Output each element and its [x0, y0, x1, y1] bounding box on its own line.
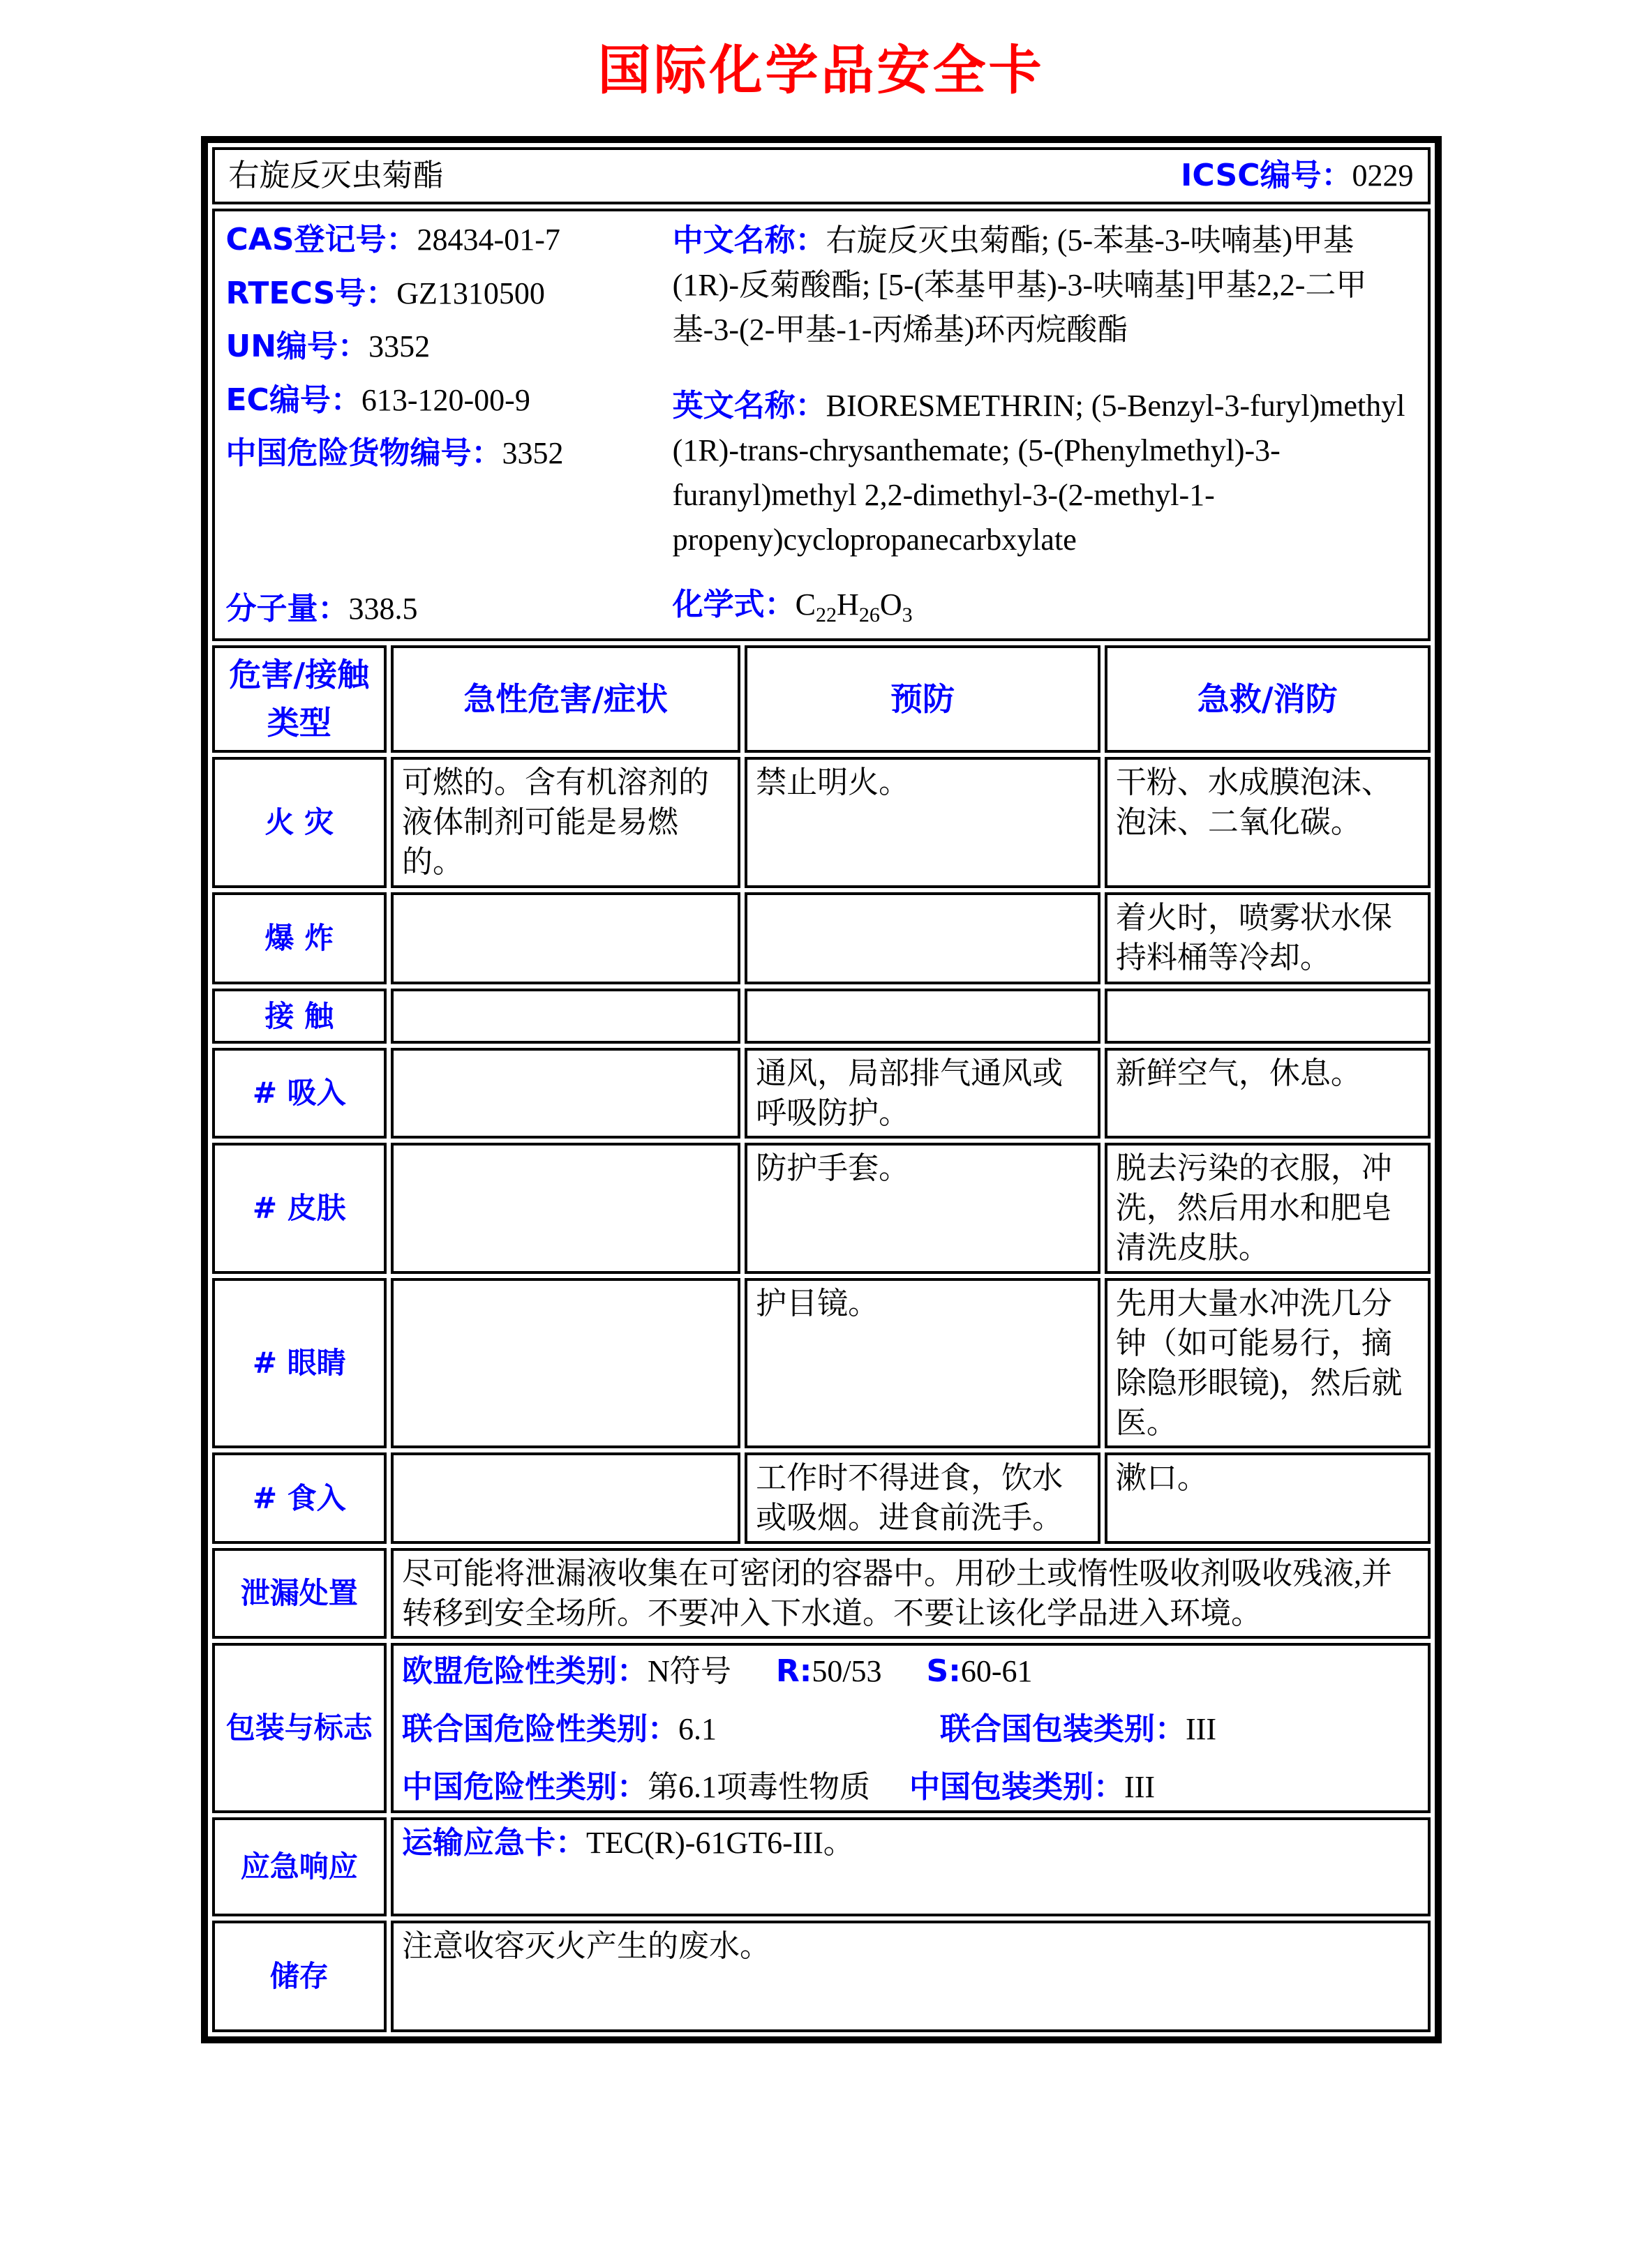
chinese-name: 中文名称：右旋反灭虫菊酯; (5-苯基-3-呋喃基)甲基(1R)-反菊酸酯; [5-(苯基甲基)-3-呋喃基]甲基2,2-二甲基-3-(2-甲基-1-丙烯基)环丙烷酸酯 — [672, 223, 1367, 347]
cas-number: CAS登记号：28434-01-7 — [225, 222, 560, 257]
chemical-formula: 化学式：$C_{22}H_{26}O_3$ — [672, 587, 913, 626]
packaging-content-cell — [391, 1643, 1430, 1813]
emergency-row — [212, 1817, 1431, 1916]
symptoms-cell — [391, 1278, 740, 1449]
header-response: 急救/消防 — [1105, 645, 1431, 753]
response-cell: 着火时，喷雾状水保持料桶等冷却。 — [1105, 892, 1431, 984]
hazard-type-cell: # 食入 — [212, 1452, 387, 1543]
symptoms-cell — [391, 989, 740, 1044]
packaging-type-cell: 包装与标志 — [212, 1643, 387, 1813]
hazard-row-explosion — [212, 892, 1431, 984]
symptoms-cell — [391, 892, 740, 984]
hazard-row-ingestion — [212, 1452, 1431, 1543]
info-grid — [223, 214, 1419, 633]
storage-row — [212, 1921, 1431, 2032]
response-cell: 先用大量水冲洗几分钟（如可能易行，摘除隐形眼镜)，然后就医。 — [1105, 1278, 1431, 1449]
symptoms-cell: 可燃的。含有机溶剂的液体制剂可能是易燃的。 — [391, 757, 740, 888]
prevention-cell: 工作时不得进食，饮水或吸烟。进食前洗手。 — [745, 1452, 1100, 1543]
hazard-type-cell: # 吸入 — [212, 1048, 387, 1139]
emergency-content-cell — [391, 1817, 1430, 1916]
prevention-cell — [745, 892, 1100, 984]
chemical-name: 右旋反灭虫菊酯 — [228, 158, 444, 193]
name-cell — [212, 147, 1431, 204]
molecular-weight: 分子量：338.5 — [225, 590, 418, 626]
response-cell: 干粉、水成膜泡沫、泡沫、二氧化碳。 — [1105, 757, 1431, 888]
icsc-page — [0, 28, 1642, 2268]
response-cell: 脱去污染的衣服，冲洗，然后用水和肥皂清洗皮肤。 — [1105, 1143, 1431, 1274]
china-dg-number: 中国危险货物编号：3352 — [225, 435, 564, 472]
spill-type-cell: 泄漏处置 — [212, 1548, 387, 1639]
hazard-row-contact — [212, 989, 1431, 1044]
china-hazard-line: 中国危险性类别：第6.1项毒性物质 中国包装类别：III — [402, 1769, 1156, 1805]
header-hazard-type: 危害/接触类型 — [212, 645, 387, 753]
safety-card — [201, 136, 1442, 2043]
hazard-type-cell: 爆 炸 — [212, 892, 387, 984]
prevention-cell: 禁止明火。 — [745, 757, 1100, 888]
storage-text-cell: 注意收容灭火产生的废水。 — [391, 1921, 1430, 2032]
ec-number: EC编号：613-120-00-9 — [225, 382, 530, 418]
name-flex — [223, 156, 1419, 195]
hazard-type-cell: # 皮肤 — [212, 1143, 387, 1274]
english-name: 英文名称：BIORESMETHRIN; (5-Benzyl-3-furyl)methyl (1R)-trans-chrysanthemate; (5-(Phenylmethyl)-3-furanyl)methyl 2,2-dimethyl-3-(2-methyl-1-propeny)cyclopropanecarbxylate — [672, 388, 1405, 557]
prevention-cell — [745, 989, 1100, 1044]
eu-hazard-line: 欧盟危险性类别：N符号 R:50/53 S:60-61 — [402, 1653, 1033, 1689]
symptoms-cell — [391, 1452, 740, 1543]
names-column — [666, 214, 1419, 633]
rtecs-number: RTECS号：GZ1310500 — [225, 275, 545, 311]
spill-text-cell: 尽可能将泄漏液收集在可密闭的容器中。用砂土或惰性吸收剂吸收残液,并转移到安全场所。不要冲入下水道。不要让该化学品进入环境。 — [391, 1548, 1430, 1639]
hazard-row-skin — [212, 1143, 1431, 1274]
symptoms-cell — [391, 1048, 740, 1139]
transport-card-label: 运输应急卡： — [402, 1824, 587, 1861]
header-prevention: 预防 — [745, 645, 1100, 753]
un-hazard-line: 联合国危险性类别：6.1 联合国包装类别：III — [402, 1711, 1217, 1748]
response-cell — [1105, 989, 1431, 1044]
page-title: 国际化学品安全卡 — [597, 39, 1045, 101]
symptoms-cell — [391, 1143, 740, 1274]
identifier-column — [223, 214, 666, 633]
hazard-row-inhalation — [212, 1048, 1431, 1139]
emergency-type-cell: 应急响应 — [212, 1817, 387, 1916]
response-cell: 漱口。 — [1105, 1452, 1431, 1543]
card-table — [208, 143, 1435, 2036]
hazard-row-eyes — [212, 1278, 1431, 1449]
name-row — [212, 147, 1431, 204]
icsc-value: 0229 — [1352, 158, 1414, 193]
header-symptoms: 急性危害/症状 — [391, 645, 740, 753]
icsc-number — [1181, 156, 1413, 195]
prevention-cell: 护目镜。 — [745, 1278, 1100, 1449]
prevention-cell: 防护手套。 — [745, 1143, 1100, 1274]
info-row — [212, 209, 1431, 641]
info-cell — [212, 209, 1431, 641]
hazard-type-cell: 接 触 — [212, 989, 387, 1044]
un-number: UN编号：3352 — [225, 329, 431, 365]
response-cell: 新鲜空气，休息。 — [1105, 1048, 1431, 1139]
icsc-label: ICSC编号： — [1181, 158, 1352, 194]
spill-row — [212, 1548, 1431, 1639]
hazard-header-row — [212, 645, 1431, 753]
hazard-type-cell: # 眼睛 — [212, 1278, 387, 1449]
storage-type-cell: 储存 — [212, 1921, 387, 2032]
packaging-row — [212, 1643, 1431, 1813]
hazard-row-fire — [212, 757, 1431, 888]
prevention-cell: 通风，局部排气通风或呼吸防护。 — [745, 1048, 1100, 1139]
transport-card-value: TEC(R)-61GT6-III。 — [586, 1825, 854, 1860]
hazard-type-cell: 火 灾 — [212, 757, 387, 888]
